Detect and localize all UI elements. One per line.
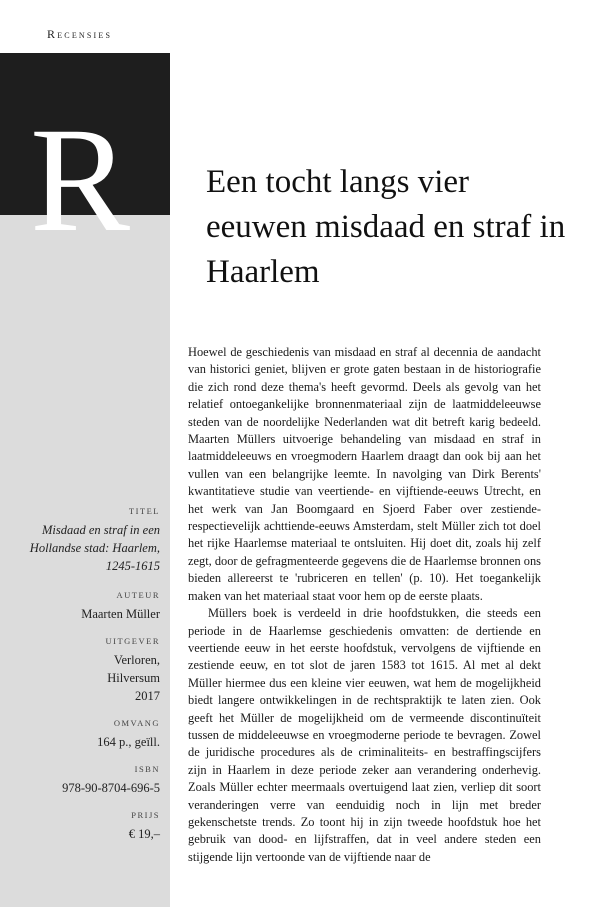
meta-isbn [10, 764, 160, 797]
meta-uitgever-label: UITGEVER [105, 636, 160, 646]
meta-prijs [10, 810, 160, 843]
meta-omvang-value: 164 p., geïll. [97, 735, 160, 749]
meta-omvang-label: OMVANG [113, 718, 160, 728]
meta-uitgever-value: Verloren, Hilversum 2017 [107, 653, 160, 703]
section-label: Recensies [47, 27, 113, 41]
meta-isbn-value: 978-90-8704-696-5 [62, 781, 160, 795]
body-paragraph: Hoewel de geschiedenis van misdaad en straf al decennia de aandacht van historici geniet, blijven er grote gaten bestaan in de historiografie die zich rond deze thema's heeft gevormd. Deels als gevolg van het relatief ontoegankelijke bronnenmateriaal zijn de laatmiddeleeuwse steden van de noordelijke Nederlanden wat dit betreft karig bedeeld. Maarten Müllers uitvoerige behandeling van misdaad en straf in laatmiddeleeuws en vroegmodern Haarlem draagt dan ook bij aan het vullen van een belangrijke leemte. In navolging van Dirk Berents' kwantitatieve studie van veertiende- en vijftiende-eeuws Utrecht, en het werk van Jan Boomgaard en Sjoerd Faber over zestiende- respectievelijk achttiende-eeuws Amsterdam, stelt Müller zich tot doel het rijke Haarlemse materiaal te ontsluiten. Hij doet dit, zoals hij zelf zegt, door de gefragmenteerde gegevens die de Haarlemse bronnen ons bieden allereerst te 'rubriceren en tellen' (p. 10). Het toegankelijk maken van het materiaal staat voor hem op de eerste plaats. [188, 345, 541, 603]
meta-omvang [10, 718, 160, 751]
meta-auteur [10, 590, 160, 623]
review-body [188, 344, 541, 866]
meta-titel-value: Misdaad en straf in een Hollandse stad: Haarlem, 1245-1615 [29, 523, 160, 573]
dropcap-block [0, 53, 170, 263]
dropcap-letter: R [30, 97, 131, 263]
body-paragraph: Müllers boek is verdeeld in drie hoofdstukken, die steeds een periode in de Haarlemse geschiedenis omvatten: de dertiende en veertiende eeuw in het eerste hoofdstuk, vervolgens de vijftiende en zestiende eeuw, en tot slot de jaren 1583 tot 1615. Al met al dekt Müller hiermee dus een kleine vier eeuwen, wat hem de mogelijkheid biedt langere ontwikkelingen in de rechtspraktijk te laten zien. Ook geeft het Müller de mogelijkheid om de vermeende discontinuïteit tussen de middeleeuwse en vroegmoderne periode te bevragen. Zowel de juridische procedures als de criminaliteits- en bestraffingscijfers zijn in Haarlem in deze periode zeker aan verandering onderhevig. Zoals Müller echter meermaals overtuigend laat zien, verliep dit soort veranderingen verre van eenduidig noch in lijn met breder gekenschetste trends. Zo toont hij in zijn tweede hoofdstuk hoe het gebruik van dood- en lijfstraffen, dat in veel andere steden een stijgende lijn vertoonde van de vijftiende naar de [188, 606, 541, 864]
meta-uitgever [10, 636, 160, 705]
meta-titel [10, 506, 160, 575]
meta-titel-label: TITEL [128, 506, 160, 516]
meta-prijs-label: PRIJS [131, 810, 160, 820]
meta-isbn-label: ISBN [134, 764, 160, 774]
article-title: Een tocht langs vier eeuwen misdaad en straf in Haarlem [206, 164, 566, 290]
meta-auteur-value: Maarten Müller [81, 607, 160, 621]
meta-auteur-label: AUTEUR [116, 590, 160, 600]
meta-prijs-value: € 19,– [128, 827, 160, 841]
